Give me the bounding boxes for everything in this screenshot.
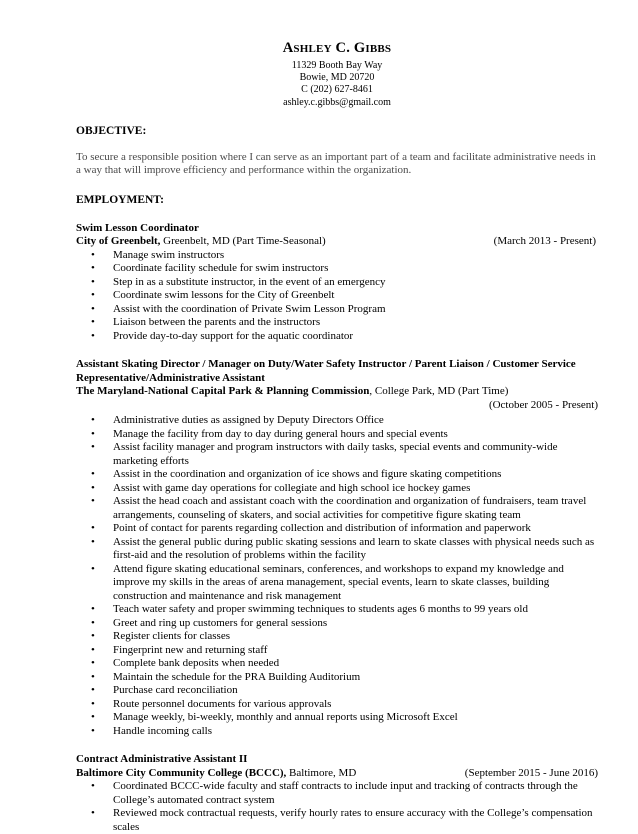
phone-number: C (202) 627-8461	[301, 84, 373, 96]
job-dates: (September 2015 - June 2016)	[464, 766, 598, 779]
employer-location: Greenbelt, MD (Part Time-Seasonal)	[160, 235, 326, 248]
employer-row	[76, 767, 598, 781]
objective-heading: OBJECTIVE:	[76, 124, 147, 137]
list-item: • Manage the facility from day to day during general hours and special events	[76, 428, 598, 442]
job-duties-list	[76, 414, 598, 738]
list-item: • Manage swim instructors	[76, 249, 598, 263]
list-item: • Reviewed mock contractual requests, verify hourly rates to ensure accuracy with the College’s compensation scales	[76, 807, 598, 834]
job-dates: (October 2005 - Present)	[488, 398, 598, 411]
job-dates: (March 2013 - Present)	[493, 235, 596, 248]
list-item: • Greet and ring up customers for general sessions	[76, 617, 598, 631]
list-item: • Route personnel documents for various approvals	[76, 698, 598, 712]
name-first-rest: SHLEY	[293, 43, 332, 55]
email-address[interactable]: ashley.c.gibbs@gmail.com	[283, 96, 391, 108]
address-line-1: 11329 Booth Bay Way	[291, 60, 383, 71]
job-entry	[76, 222, 598, 344]
job-title: Swim Lesson Coordinator	[76, 221, 199, 234]
name-last-initial: G	[353, 40, 366, 56]
employment-heading: EMPLOYMENT:	[76, 193, 164, 206]
address-line-2: Bowie, MD 20720	[299, 72, 375, 84]
list-item: • Handle incoming calls	[76, 725, 598, 739]
list-item: • Liaison between the parents and the instructors	[76, 316, 598, 330]
employer-name: Baltimore City Community College (BCCC),	[76, 766, 287, 779]
objective-text: To secure a responsible position where I can serve as an important part of a team and facilitate administrative needs in a way that will improve efficiency and performance within the organization.	[76, 150, 596, 177]
list-item: • Assist the head coach and assistant coach with the coordination and organization of fundraisers, team travel arrangements, counseling of skaters, and social activities for competitive figure skating team	[76, 495, 598, 522]
list-item: • Coordinate swim lessons for the City of Greenbelt	[76, 289, 598, 303]
list-item: • Assist with game day operations for collegiate and high school ice hockey games	[76, 482, 598, 496]
list-item: • Register clients for classes	[76, 630, 598, 644]
job-entry	[76, 358, 598, 738]
resume-page	[76, 40, 598, 834]
list-item: • Point of contact for parents regarding collection and distribution of information and paperwork	[76, 522, 598, 536]
list-item: • Assist with the coordination of Private Swim Lesson Program	[76, 303, 598, 317]
list-item: • Teach water safety and proper swimming techniques to students ages 6 months to 99 years old	[76, 603, 598, 617]
employer-line	[76, 385, 598, 399]
list-item: • Manage weekly, bi-weekly, monthly and annual reports using Microsoft Excel	[76, 711, 598, 725]
job-duties-list	[76, 249, 598, 344]
name-middle: C.	[335, 40, 351, 56]
list-item: • Maintain the schedule for the PRA Building Auditorium	[76, 671, 598, 685]
employer-location: Baltimore, MD	[286, 766, 357, 779]
name-first-initial: A	[282, 40, 294, 56]
employer-location: , College Park, MD (Part Time)	[369, 385, 509, 398]
employer-line	[76, 235, 326, 249]
list-item: • Administrative duties as assigned by Deputy Directors Office	[76, 414, 598, 428]
employer-name: City of Greenbelt,	[76, 235, 161, 248]
job-title: Contract Administrative Assistant II	[76, 753, 248, 766]
list-item: • Purchase card reconciliation	[76, 684, 598, 698]
applicant-name	[76, 40, 598, 57]
list-item: • Provide day-to-day support for the aquatic coordinator	[76, 330, 598, 344]
name-last-rest: IBBS	[365, 43, 392, 55]
employer-name: The Maryland-National Capital Park & Planning Commission	[76, 385, 370, 398]
job-entry	[76, 753, 598, 834]
list-item: • Complete bank deposits when needed	[76, 657, 598, 671]
list-item: • Step in as a substitute instructor, in the event of an emergency	[76, 276, 598, 290]
list-item: • Assist in the coordination and organization of ice shows and figure skating competitions	[76, 468, 598, 482]
resume-header	[76, 40, 598, 109]
list-item: • Assist the general public during public skating sessions and learn to skate classes with physical needs such as first-aid and the resolution of problems within the facility	[76, 536, 598, 563]
list-item: • Fingerprint new and returning staff	[76, 644, 598, 658]
list-item: • Attend figure skating educational seminars, conferences, and workshops to expand my knowledge and improve my skills in the areas of arena management, special events, learn to skate classes, building construction and maintenance and risk management	[76, 563, 598, 604]
list-item: • Coordinated BCCC-wide faculty and staff contracts to include input and tracking of contracts through the College’s automated contract system	[76, 780, 598, 807]
employer-line	[76, 767, 356, 781]
list-item: • Coordinate facility schedule for swim instructors	[76, 262, 598, 276]
job-title: Assistant Skating Director / Manager on Duty/Water Safety Instructor / Parent Liaison / Customer Service Representative/Administrative Assistant	[76, 358, 576, 384]
list-item: • Assist facility manager and program instructors with daily tasks, special events and community-wide marketing efforts	[76, 441, 598, 468]
employer-row	[76, 235, 598, 249]
